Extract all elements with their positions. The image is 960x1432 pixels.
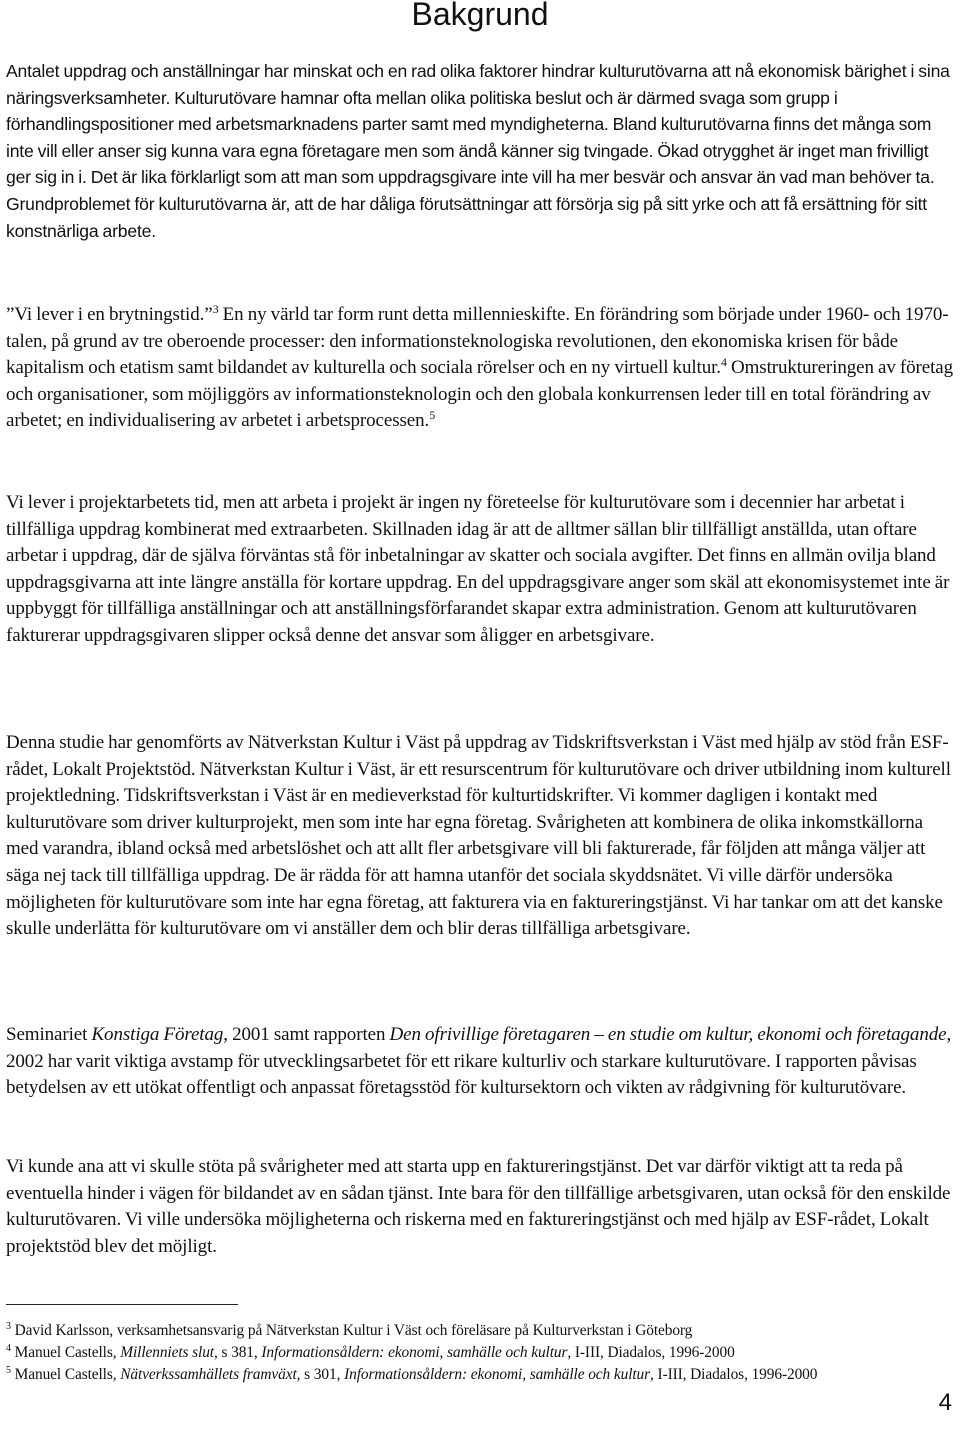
footnote-number: 3: [6, 1321, 11, 1332]
footnote-text: , I-III, Diadalos, 1996-2000: [567, 1344, 735, 1361]
footnote-series-title: Informationsåldern: ekonomi, samhälle och kultur: [261, 1344, 568, 1361]
paragraph-6: [6, 1154, 954, 1260]
page-title: Bakgrund: [411, 0, 549, 32]
paragraph-4: [6, 730, 954, 943]
seminar-title: Konstiga Företag: [91, 1024, 224, 1045]
paragraph-3: [6, 490, 954, 650]
paragraph-5-text-c: , 2002 har varit viktiga avstamp för utvecklingsarbetet för ett rikare kulturliv och starkare kulturutövare. I rapporten påvisas betydelsen av ett utökat offentligt och anpassat företagsstöd för kultursektorn och vikten av rådgivning för kulturutövare.: [6, 1024, 952, 1099]
footnote-text: David Karlsson, verksamhetsansvarig på Nätverkstan Kultur i Väst och föreläsare på Kulturverkstan i Göteborg: [10, 1322, 693, 1339]
footnote-text: , s 301,: [296, 1366, 345, 1383]
footnote-book-title: Nätverkssamhällets framväxt: [120, 1366, 297, 1383]
page-number: 4: [938, 1389, 952, 1416]
footnote-separator: [6, 1304, 238, 1305]
footnote-ref-3[interactable]: 3: [212, 302, 219, 316]
footnote-text: Manuel Castells,: [10, 1366, 121, 1383]
footnote-ref-5[interactable]: 5: [429, 408, 436, 423]
paragraph-2-text-cont: Omstruktureringen av företag och organisationer, som möjliggörs av informationsteknologin och den globala konkurrensen leder till en total förändring av arbetet; en individualisering av arbetet i arbetsprocessen.: [6, 357, 954, 432]
footnote-3: [6, 1320, 954, 1342]
paragraph-3-text: Vi lever i projektarbetets tid, men att arbeta i projekt är ingen ny företeelse för kulturutövare som i decennier har arbetat i tillfälliga uppdrag kombinerat med extraarbeten. Skillnaden idag är att de alltmer sällan blir tillfälligt anställda, utan oftare arbetar i uppdrag, där de själva förväntas stå för inbetalningar av skatter och sociala avgifter. Det finns en allmän ovilja bland uppdragsgivarna att inte längre anställa för kortare uppdrag. En del uppdragsgivare anger som skäl att ekonomisystemet inte är uppbyggt för tillfälliga anställningar och att anställningsförfarandet skapar extra administration. Genom att kulturutövaren fakturerar uppdragsgivaren slipper också denne det ansvar som åligger en arbetsgivare.: [6, 492, 950, 646]
paragraph-4-text: Denna studie har genomförts av Nätverkstan Kultur i Väst på uppdrag av Tidskriftsverkstan i Väst med hjälp av stöd från ESF-rådet, Lokalt Projektstöd. Nätverkstan Kultur i Väst, är ett resurscentrum för kulturutövare och driver utbildning inom kulturell projektledning. Tidskriftsverkstan i Väst är en medieverkstad för kulturtidskrifter. Vi kommer dagligen i kontakt med kulturutövare som driver kulturprojekt, men som inte har egna företag. Svårigheten att kombinera de olika inkomstkällorna med varandra, ibland också med arbetslöshet och att allt fler arbetsgivare vill bli fakturerade, får följden att många väljer att säga nej tack till tillfälliga uppdrag. De är rädda för att hamna utanför det sociala skyddsnätet. Vi ville därför undersöka möjligheten för kulturutövare som inte har egna företag, att fakturera via en faktureringstjänst. Vi har tankar om att det kanske skulle underlätta för kulturutövare om vi anställer dem och blir deras tillfälliga arbetsgivare.: [6, 732, 951, 940]
footnote-ref-4[interactable]: 4: [720, 355, 727, 370]
paragraph-2-quote: ”Vi lever i en brytningstid.”: [6, 304, 213, 325]
paragraph-2: [6, 302, 954, 435]
paragraph-5: [6, 1022, 954, 1102]
footnote-number: 5: [6, 1365, 11, 1376]
footnote-5: [6, 1364, 906, 1386]
paragraph-6-text: Vi kunde ana att vi skulle stöta på svårigheter med att starta upp en faktureringstjänst. Det var därför viktigt att ta reda på eventuella hinder i vägen för bildandet av en sådan tjänst. Inte bara för den tillfällige arbetsgivaren, utan också för den enskilde kulturutövaren. Vi ville undersöka möjligheterna och riskerna med en faktureringstjänst och med hjälp av ESF-rådet, Lokalt projektstöd blev det möjligt.: [6, 1156, 951, 1257]
footnote-book-title: Millenniets slut: [120, 1344, 214, 1361]
paragraph-5-text-b: , 2001 samt rapporten: [223, 1024, 390, 1045]
footnote-series-title: Informationsåldern: ekonomi, samhälle och kultur: [344, 1366, 651, 1383]
footnote-number: 4: [6, 1343, 11, 1354]
footnote-text: , I-III, Diadalos, 1996-2000: [650, 1366, 818, 1383]
report-title: Den ofrivillige företagaren – en studie om kultur, ekonomi och företagande: [389, 1024, 947, 1045]
paragraph-2-text: En ny värld tar form runt detta millennieskifte. En förändring som började under 1960- och 1970-talen, på grund av tre oberoende processer: den informationsteknologiska revolutionen, den ekonomiska krisen för både kapitalism och etatism samt bildandet av kulturella och sociala rörelser och en ny virtuell kultur.: [6, 304, 949, 379]
footnote-text: , s 381,: [213, 1344, 262, 1361]
paragraph-1-text: Antalet uppdrag och anställningar har minskat och en rad olika faktorer hindrar kulturutövarna att nå ekonomisk bärighet i sina näringsverksamheter. Kulturutövare hamnar ofta mellan olika politiska beslut och är därmed svaga som grupp i förhandlingspositioner med arbetsmarknadens parter samt med myndigheterna. Bland kulturutövarna finns det många som inte vill eller anser sig kunna vara egna företagare men som ändå känner sig tvingade. Ökad otrygghet är inget man frivilligt ger sig in i. Det är lika förklarligt som att man som uppdragsgivare inte vill ha mer besvär och ansvar än vad man behöver ta. Grundproblemet för kulturutövarna är, att de har dåliga förutsättningar att försörja sig på sitt yrke och att få ersättning för sitt konstnärliga arbete.: [6, 61, 950, 241]
footnote-4: [6, 1342, 954, 1364]
paragraph-1: [6, 58, 954, 244]
paragraph-5-text: Seminariet: [6, 1024, 92, 1045]
footnote-text: Manuel Castells,: [10, 1344, 121, 1361]
